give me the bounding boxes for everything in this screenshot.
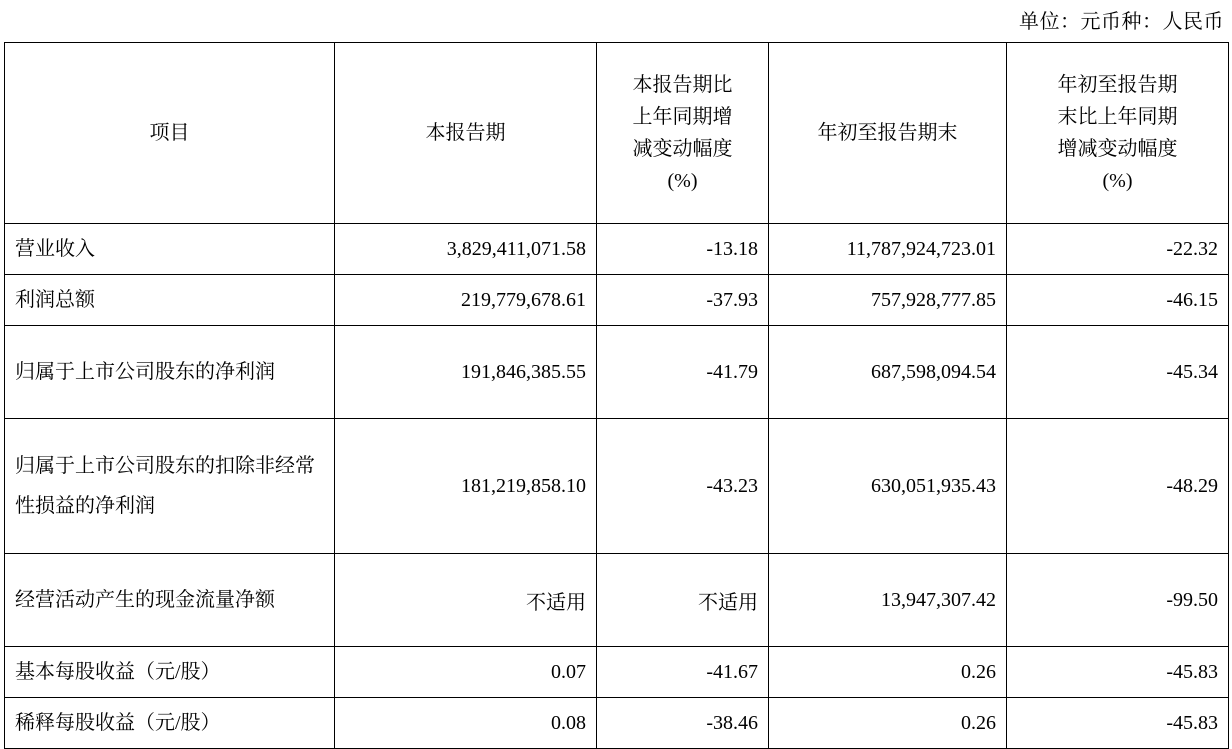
cell-ytd: 0.26	[769, 647, 1007, 698]
row-label: 经营活动产生的现金流量净额	[5, 554, 335, 647]
cell-current-change: -38.46	[597, 698, 769, 749]
cell-current-period: 0.07	[335, 647, 597, 698]
cell-current-change: -13.18	[597, 224, 769, 275]
table-header-row	[5, 43, 1229, 224]
column-header-ytd-change-line1: 年初至报告期	[1057, 74, 1178, 96]
cell-ytd-change: -45.83	[1007, 698, 1229, 749]
cell-ytd-change: -22.32	[1007, 224, 1229, 275]
cell-ytd: 0.26	[769, 698, 1007, 749]
cell-ytd-change: -99.50	[1007, 554, 1229, 647]
cell-ytd-change: -45.34	[1007, 326, 1229, 419]
cell-ytd-change: -46.15	[1007, 275, 1229, 326]
row-label: 基本每股收益（元/股）	[5, 647, 335, 698]
column-header-current-change-line2: 上年同期增	[632, 106, 733, 128]
table-row	[5, 326, 1229, 419]
column-header-current-change-line3: 减变动幅度	[632, 138, 733, 160]
unit-note: 单位：元币种：人民币	[1019, 11, 1224, 33]
cell-current-change: 不适用	[597, 554, 769, 647]
column-header-ytd-change-line3: 增减变动幅度	[1057, 138, 1178, 160]
cell-ytd: 11,787,924,723.01	[769, 224, 1007, 275]
cell-current-period: 219,779,678.61	[335, 275, 597, 326]
cell-ytd: 687,598,094.54	[769, 326, 1007, 419]
table-row	[5, 224, 1229, 275]
table-body	[5, 224, 1229, 749]
cell-current-change: -43.23	[597, 419, 769, 554]
column-header-current-change-line1: 本报告期比	[632, 74, 733, 96]
column-header-ytd-change	[1007, 43, 1229, 224]
cell-ytd: 630,051,935.43	[769, 419, 1007, 554]
column-header-ytd: 年初至报告期末	[769, 43, 1007, 224]
cell-current-period: 0.08	[335, 698, 597, 749]
cell-current-change: -41.67	[597, 647, 769, 698]
column-header-current-change	[597, 43, 769, 224]
cell-current-change: -41.79	[597, 326, 769, 419]
cell-current-change: -37.93	[597, 275, 769, 326]
cell-ytd: 13,947,307.42	[769, 554, 1007, 647]
financial-summary-table	[4, 42, 1229, 749]
row-label: 利润总额	[5, 275, 335, 326]
row-label: 归属于上市公司股东的净利润	[5, 326, 335, 419]
column-header-current-period: 本报告期	[335, 43, 597, 224]
row-label: 稀释每股收益（元/股）	[5, 698, 335, 749]
cell-current-period: 191,846,385.55	[335, 326, 597, 419]
table-row	[5, 275, 1229, 326]
column-header-ytd-change-line2: 末比上年同期	[1057, 106, 1178, 128]
column-header-item: 项目	[5, 43, 335, 224]
table-row	[5, 554, 1229, 647]
cell-ytd: 757,928,777.85	[769, 275, 1007, 326]
table-row	[5, 698, 1229, 749]
column-header-ytd-change-line4: (%)	[1102, 170, 1133, 192]
cell-current-period: 不适用	[335, 554, 597, 647]
cell-ytd-change: -48.29	[1007, 419, 1229, 554]
table-header	[5, 43, 1229, 224]
cell-current-period: 181,219,858.10	[335, 419, 597, 554]
cell-current-period: 3,829,411,071.58	[335, 224, 597, 275]
row-label: 归属于上市公司股东的扣除非经常性损益的净利润	[5, 419, 335, 554]
table-row	[5, 419, 1229, 554]
column-header-current-change-line4: (%)	[667, 170, 698, 192]
cell-ytd-change: -45.83	[1007, 647, 1229, 698]
row-label: 营业收入	[5, 224, 335, 275]
